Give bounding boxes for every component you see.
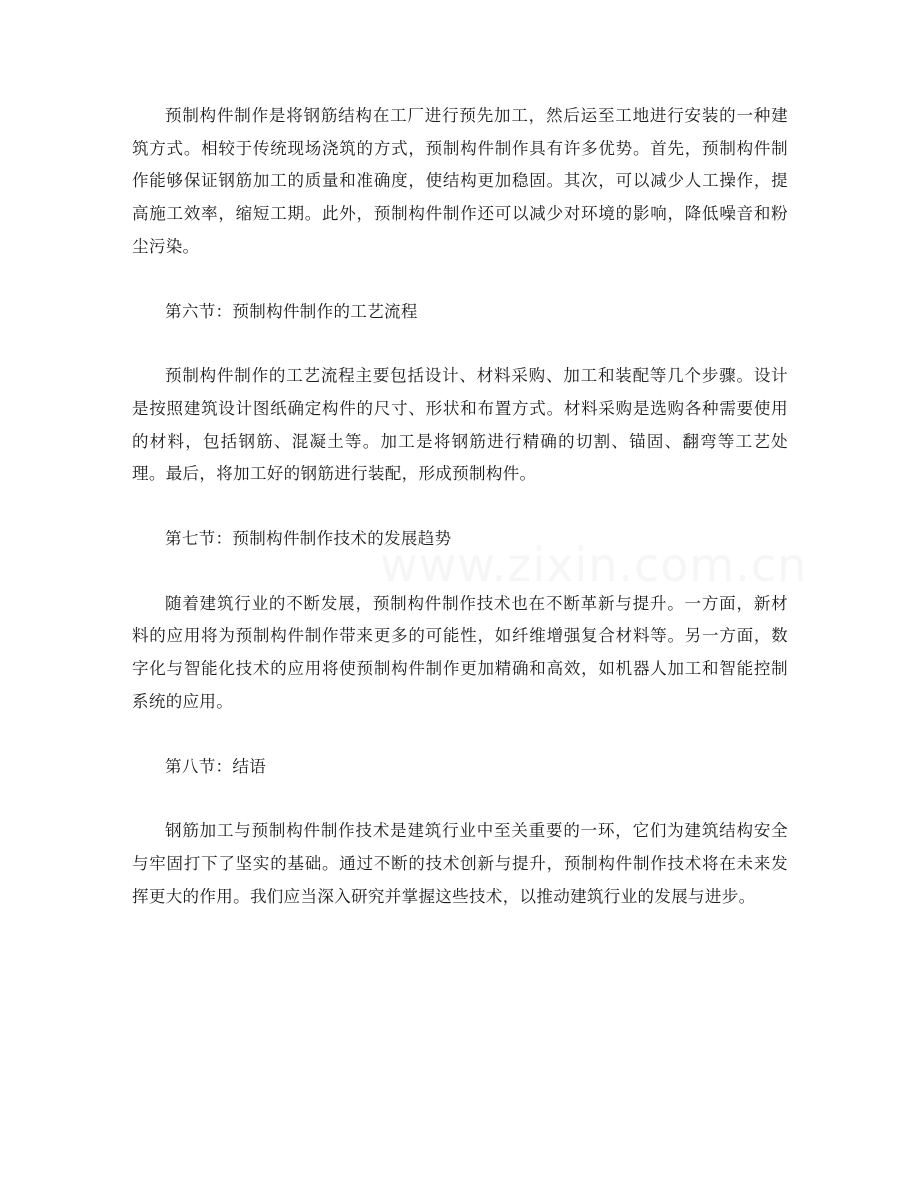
paragraph-prefab-intro: 预制构件制作是将钢筋结构在工厂进行预先加工，然后运至工地进行安装的一种建筑方式。相较于传统现场浇筑的方式，预制构件制作具有许多优势。首先，预制构件制作能够保证钢筋加工的质量和准确度，使结构更加稳固。其次，可以减少人工操作，提高施工效率，缩短工期。此外，预制构件制作还可以减少对环境的影响，降低噪音和粉尘污染。 [132,106,788,256]
section-heading-8: 第八节：结语 [165,756,267,776]
paragraph-development-trend: 随着建筑行业的不断发展，预制构件制作技术也在不断革新与提升。一方面，新材料的应用将为预制构件制作带来更多的可能性，如纤维增强复合材料等。另一方面，数字化与智能化技术的应用将使预制构件制作更加精确和高效，如机器人加工和智能控制系统的应用。 [132,593,788,711]
section-heading-6: 第六节：预制构件制作的工艺流程 [165,301,418,321]
section-heading-7: 第七节：预制构件制作技术的发展趋势 [165,529,452,549]
paragraph-process-flow: 预制构件制作的工艺流程主要包括设计、材料采购、加工和装配等几个步骤。设计是按照建筑设计图纸确定构件的尺寸、形状和布置方式。材料采购是选购各种需要使用的材料，包括钢筋、混凝土等。加工是将钢筋进行精确的切割、锚固、翻弯等工艺处理。最后，将加工好的钢筋进行装配，形成预制构件。 [132,366,788,484]
document-body [132,100,788,945]
paragraph-conclusion: 钢筋加工与预制构件制作技术是建筑行业中至关重要的一环，它们为建筑结构安全与牢固打下了坚实的基础。通过不断的技术创新与提升，预制构件制作技术将在未来发挥更大的作用。我们应当深入研究并掌握这些技术，以推动建筑行业的发展与进步。 [132,821,788,906]
watermark: www.zixin.com.cn [380,538,808,592]
